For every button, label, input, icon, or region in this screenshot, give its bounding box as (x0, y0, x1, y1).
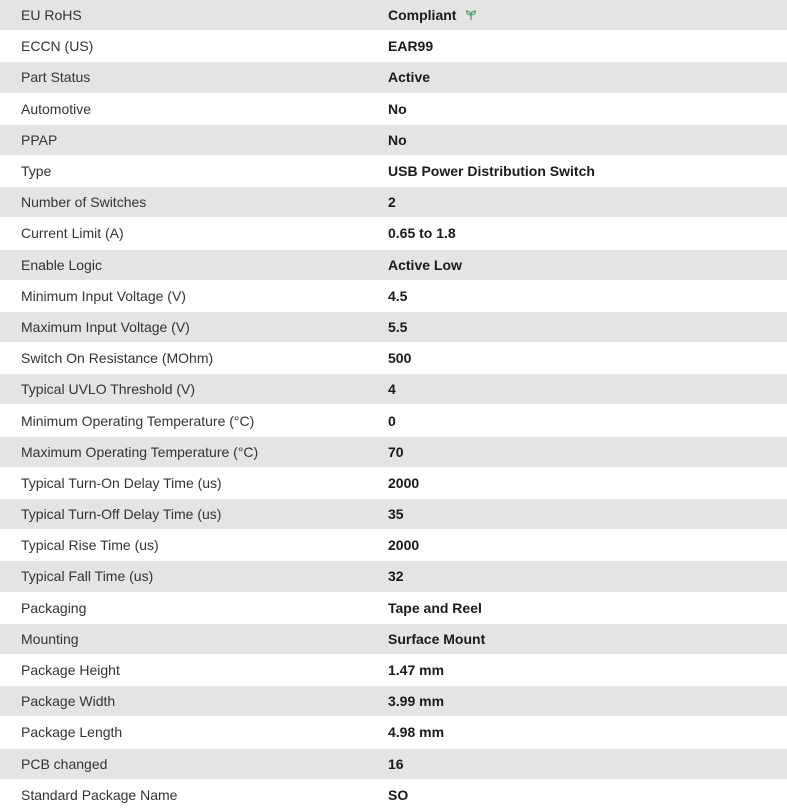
spec-label: Typical UVLO Threshold (V) (21, 381, 196, 398)
spec-row-ppap (0, 125, 787, 156)
spec-row-automotive (0, 94, 787, 125)
spec-row-fall-time (0, 561, 787, 592)
spec-value: EAR99 (388, 38, 434, 55)
spec-value: 2000 (388, 537, 420, 554)
spec-value: 32 (388, 568, 404, 585)
spec-label: Package Length (21, 724, 123, 741)
spec-row-max-input-voltage (0, 312, 787, 343)
spec-value: 0 (388, 412, 396, 429)
spec-value: Tape and Reel (388, 599, 482, 616)
spec-value: Active Low (388, 256, 462, 273)
spec-row-turn-off-delay (0, 499, 787, 530)
spec-label: Automotive (21, 100, 92, 117)
spec-label: PPAP (21, 131, 58, 148)
spec-value: 5.5 (388, 318, 408, 335)
spec-label: Typical Turn-Off Delay Time (us) (21, 506, 222, 523)
spec-row-package-length (0, 717, 787, 748)
spec-label: Typical Rise Time (us) (21, 537, 159, 554)
spec-label: EU RoHS (21, 7, 82, 24)
spec-label: Switch On Resistance (MOhm) (21, 350, 214, 367)
spec-value-wrapper (388, 7, 787, 23)
spec-label: Standard Package Name (21, 786, 178, 803)
spec-row-max-operating-temp (0, 437, 787, 468)
spec-row-number-of-switches (0, 187, 787, 218)
spec-row-rise-time (0, 530, 787, 561)
spec-label: Number of Switches (21, 194, 147, 211)
spec-label: Maximum Input Voltage (V) (21, 318, 190, 335)
spec-label: Current Limit (A) (21, 225, 124, 242)
spec-row-part-status (0, 62, 787, 93)
spec-value: 35 (388, 506, 404, 523)
spec-value: 4.5 (388, 287, 408, 304)
spec-value: Compliant (388, 7, 457, 24)
spec-value: 2000 (388, 474, 420, 491)
spec-row-current-limit (0, 218, 787, 249)
spec-row-eccn (0, 31, 787, 62)
spec-value: 3.99 mm (388, 693, 445, 710)
spec-value: 0.65 to 1.8 (388, 225, 456, 242)
spec-row-package-width (0, 686, 787, 717)
spec-value: 2 (388, 194, 396, 211)
spec-label: Packaging (21, 599, 87, 616)
spec-value: Surface Mount (388, 630, 486, 647)
spec-label: Package Width (21, 693, 116, 710)
spec-row-min-input-voltage (0, 281, 787, 312)
spec-row-uvlo-threshold (0, 374, 787, 405)
spec-label: Typical Fall Time (us) (21, 568, 154, 585)
spec-label: Package Height (21, 662, 120, 679)
spec-row-min-operating-temp (0, 405, 787, 436)
spec-label: ECCN (US) (21, 38, 94, 55)
spec-label: Type (21, 163, 52, 180)
spec-value: 16 (388, 755, 404, 772)
spec-row-eu-rohs (0, 0, 787, 31)
spec-label: Part Status (21, 69, 91, 86)
spec-value: 500 (388, 350, 412, 367)
spec-row-packaging (0, 593, 787, 624)
leaf-icon (464, 8, 478, 22)
spec-value: Active (388, 69, 431, 86)
spec-value: 1.47 mm (388, 662, 445, 679)
spec-row-mounting (0, 624, 787, 655)
spec-row-type (0, 156, 787, 187)
spec-value: No (388, 131, 407, 148)
spec-label: Minimum Operating Temperature (°C) (21, 412, 255, 429)
spec-label: PCB changed (21, 755, 108, 772)
spec-value: No (388, 100, 407, 117)
spec-label: Minimum Input Voltage (V) (21, 287, 186, 304)
spec-row-standard-package-name (0, 780, 787, 811)
spec-value: USB Power Distribution Switch (388, 163, 595, 180)
spec-row-enable-logic (0, 250, 787, 281)
spec-value: 4 (388, 381, 396, 398)
spec-value: 4.98 mm (388, 724, 445, 741)
spec-label: Maximum Operating Temperature (°C) (21, 443, 259, 460)
spec-row-turn-on-delay (0, 468, 787, 499)
spec-label: Typical Turn-On Delay Time (us) (21, 474, 222, 491)
spec-row-switch-on-resistance (0, 343, 787, 374)
spec-label: Mounting (21, 630, 79, 647)
spec-label: Enable Logic (21, 256, 102, 273)
spec-row-package-height (0, 655, 787, 686)
spec-value: SO (388, 786, 409, 803)
spec-value: 70 (388, 443, 404, 460)
spec-row-pcb-changed (0, 749, 787, 780)
